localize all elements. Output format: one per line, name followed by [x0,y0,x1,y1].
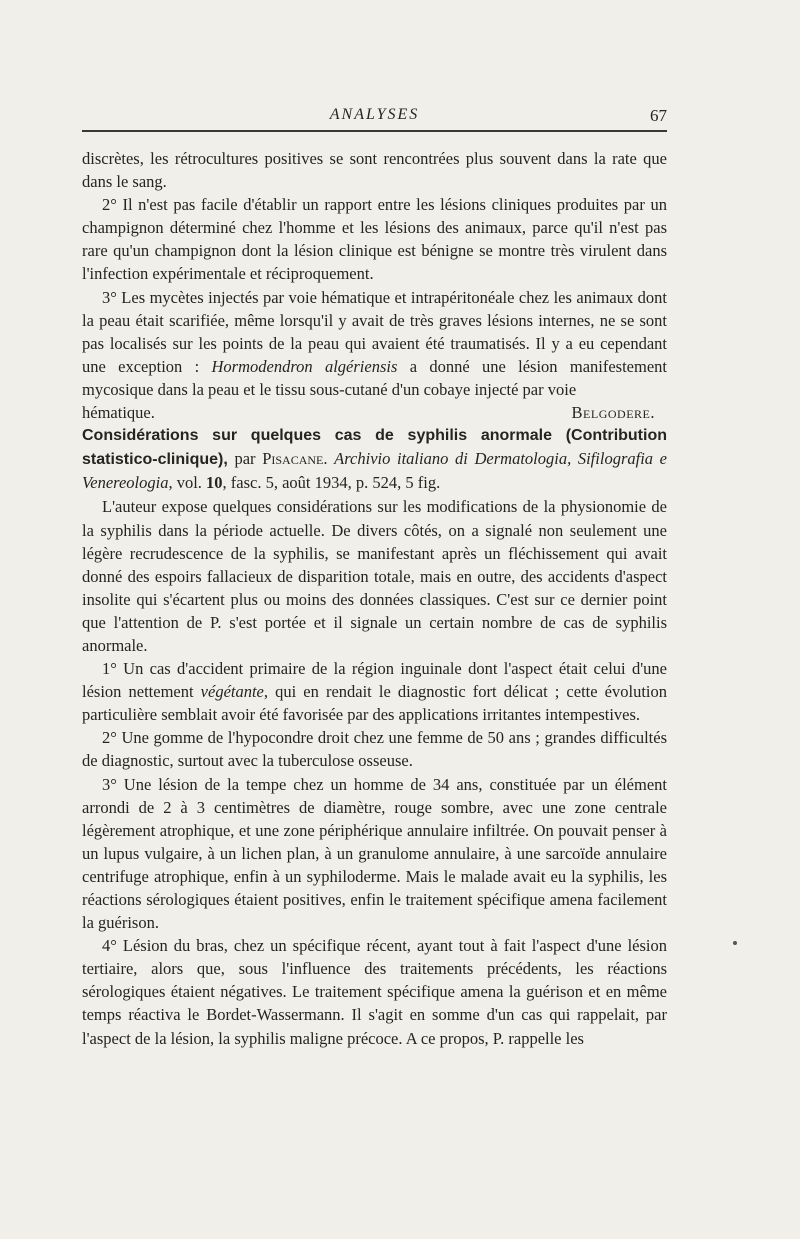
text-run: , fasc. 5, août 1934, p. 524, 5 fig. [222,473,441,493]
paragraph: L'auteur expose quelques considérations sur les modifications de la physionomie de la syphilis dans la période actuelle. De divers côtés, on a signalé non seulement une légère recrudescence de la syphilis, se manifestant après un fléchissement qui avait donné des espoirs fallacieux de disparition totale, mais en outre, des accidents d'aspect insolite qui s'écartent plus ou moins des données classiques. C'est sur ce dernier point que l'attention de P. s'est portée et il signale un certain nombre de cas de syphilis anormale. [82,497,667,655]
article-title: Considérations sur quelques cas de syphilis anormale (Contribution statistico-clinique), [82,427,667,469]
review-author: Belgodere. [571,403,655,423]
text-run: a donné une lésion manifestement mycosique dans la peau et le tissu sous-cutané d'un cobaye injecté par voie [82,356,668,399]
running-title: ANALYSES [329,106,420,123]
species-name: Hormodendron algériensis [211,356,398,376]
text-run: hématique. [82,403,155,423]
volume-number: 10 [206,473,223,493]
text-run: 3° Les mycètes injectés par voie hématique et intrapéritonéale chez les animaux dont la peau était scarifiée, même lorsqu'il y avait de très graves lésions internes, ne se sont pas localisés sur les points de la peau qui avaient été traumatisés. Il y a eu cependant une exception : [82,287,667,376]
paragraph [82,286,667,401]
paragraph: 2° Il n'est pas facile d'établir un rapport entre les lésions cliniques produites par un champignon déterminé chez l'homme et les lésions des animaux, parce qu'il n'est pas rare qu'un champignon dont la lésion clinique est bénigne se montre très virulent dans l'infection expérimentale et réciproquement. [82,195,667,284]
margin-mark [733,941,737,945]
text-run: . [323,449,335,469]
paragraph: discrètes, les rétrocultures positives se sont rencontrées plus souvent dans la rate que dans le sang. [82,149,667,192]
paragraph: 4° Lésion du bras, chez un spécifique récent, ayant tout à fait l'aspect d'une lésion tertiaire, alors que, sous l'influence des traitements précédents, les réactions sérologiques étaient négatives. Le traitement spécifique amena la guérison et en même temps réactiva le Bordet-Wassermann. Il s'agit en somme d'un cas qui rappelait, par l'aspect de la lésion, la syphilis maligne précoce. A ce propos, P. rappelle les [82,936,667,1048]
text-run: , qui en rendait le diagnostic fort délicat ; cette évolution particulière semblait avoir été favorisée par des applications irritantes intempestives. [82,682,667,725]
text-run: , vol. [168,473,207,493]
article-author: Pisacane [262,449,324,469]
body-text [82,147,667,1050]
text-run: 1° Un cas d'accident primaire de la région inguinale dont l'aspect était celui d'une lésion nettement [82,659,667,702]
emphasis: végétante [200,682,264,702]
page-number: 67 [650,106,667,125]
article-heading [82,424,667,495]
running-head [82,104,667,128]
paragraph: 3° Une lésion de la tempe chez un homme de 34 ans, constituée par un élément arrondi de 2 à 3 centimètres de diamètre, rouge sombre, avec une zone centrale légèrement atrophique, et une zone périphérique annulaire infiltrée. On pouvait penser à un lupus vulgaire, à un lichen plan, à un granulome annulaire, à une sarcoïde annulaire centrifuge atrophique, enfin à un syphiloderme. Mais le malade avait eu la syphilis, les réactions sérologiques étaient positives, enfin le traitement spécifique amena facilement la guérison. [82,774,667,933]
header-rule [82,130,667,132]
paragraph: 2° Une gomme de l'hypocondre droit chez une femme de 50 ans ; grandes difficultés de diagnostic, surtout avec la tuberculose osseuse. [82,728,667,771]
paragraph [82,657,667,726]
journal-name: Archivio italiano di Dermatologia, Sifilografia e Venereologia [82,449,668,493]
signature-line [82,401,667,424]
text-run: par [227,449,263,469]
